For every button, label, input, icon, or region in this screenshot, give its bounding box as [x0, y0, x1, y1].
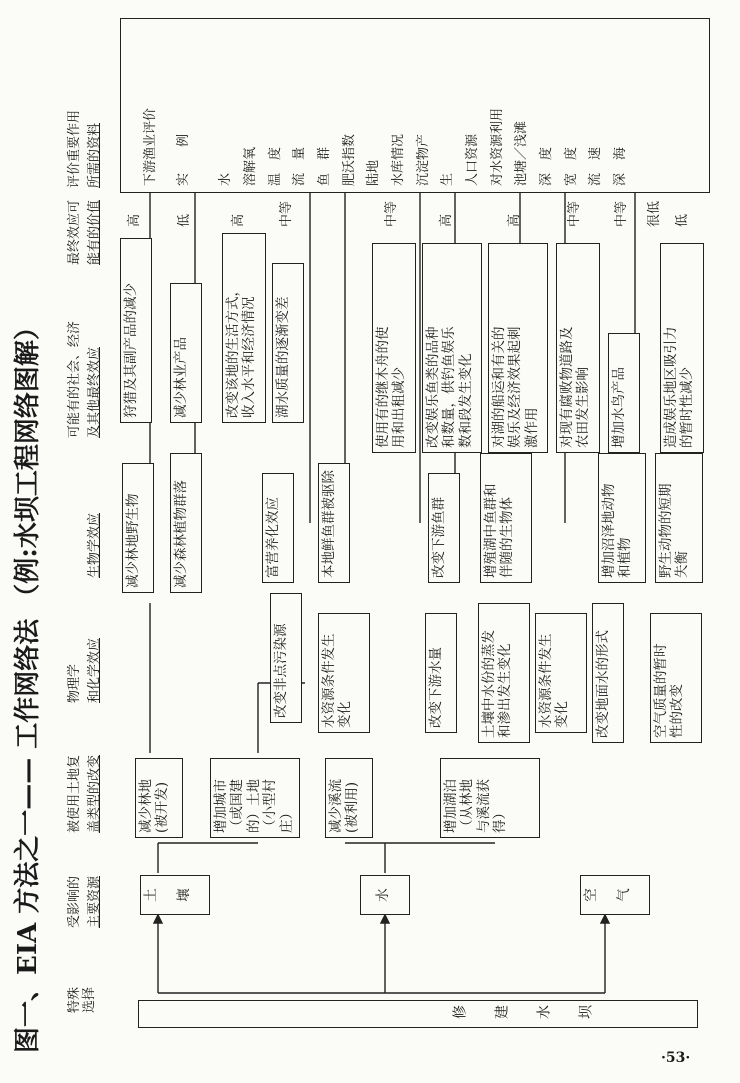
- eval-header-1: 下游渔业评价: [143, 107, 159, 186]
- soil-value-2: 低: [177, 213, 192, 227]
- water-value-1: 中等: [384, 200, 399, 227]
- header-land-use: 被使用土地复: [67, 754, 82, 833]
- soil-final-4: 湖水质量的逐渐变差: [272, 263, 304, 423]
- header-bio: 生物学效应: [87, 512, 102, 578]
- water-bio-4: 增加沼泽地动物 和植物: [598, 453, 646, 583]
- eval-item: 鱼 群: [316, 146, 332, 186]
- soil-cover-1: 减少林地 (被开发): [135, 758, 183, 838]
- header-eval: 评价重要作用: [67, 109, 82, 188]
- water-value-2: 高: [439, 213, 454, 227]
- soil-bio-1: 减少林地野生物: [122, 463, 154, 593]
- water-bio-1: 本地鲜鱼群被驱除: [318, 463, 350, 583]
- eval-item: 人口资源: [465, 133, 480, 186]
- soil-bio-2: 减少森林植物群落: [170, 453, 202, 593]
- soil-value-3: 高: [231, 213, 246, 227]
- soil-final-2: 减少林业产品: [170, 283, 202, 423]
- eval-item: 温 度: [267, 146, 283, 186]
- header-affected: 受影响的: [67, 875, 82, 928]
- project-box: 修 建 水 坝: [138, 1000, 698, 1028]
- header-value: 最终效应可: [67, 199, 82, 265]
- water-final-3: 对湖的船运和有关的 娱乐及经济效果起刺 激作用: [488, 243, 548, 453]
- header-final-2: 及其他最终效应: [87, 346, 102, 438]
- air-value-0: 很低: [647, 200, 662, 227]
- resource-soil: 土 壤: [140, 875, 210, 915]
- eval-item: 深 海: [613, 146, 629, 186]
- water-phys-3: 土壤中水份的蒸发 和渗出发生变化: [478, 603, 530, 743]
- soil-value-4: 中等: [279, 200, 294, 227]
- water-cover-1: 减少溪流 (被利用): [325, 758, 373, 838]
- eval-item: 生: [440, 172, 456, 186]
- header-special-choice: 特殊 选择: [67, 986, 97, 1013]
- air-phys-1: 空气质量的暂时 性的改变: [650, 613, 702, 743]
- header-chemical: 和化学效应: [87, 637, 102, 703]
- water-final-2: 改变娱乐鱼类的品种 和数量，供钓鱼娱乐 数和段发生变化: [422, 243, 482, 453]
- air-bio-1: 野生动物的短期 失衡: [655, 453, 703, 583]
- water-value-3: 高: [507, 213, 522, 227]
- water-final-5: 增加水鸟产品: [608, 333, 640, 453]
- header-final: 可能有的社会、经济: [67, 320, 82, 438]
- water-phys-2: 改变下游水量: [425, 613, 457, 733]
- header-land-use-2: 盖类型的改变: [87, 754, 102, 833]
- water-bio-2: 改变下游鱼群: [428, 473, 460, 583]
- header-value-2: 能有的价值: [87, 199, 102, 265]
- water-bio-3: 增殖湖中鱼群和 伴随的生物体: [480, 453, 532, 583]
- soil-phys-1: 改变非点污染源: [270, 593, 302, 723]
- resource-air: 空 气: [580, 875, 650, 915]
- air-final-1: 造成娱乐地区吸引力 的暂时性减少: [660, 243, 704, 453]
- water-phys-5: 改变地面水的形式: [592, 603, 624, 743]
- eval-item: 深 度: [539, 146, 555, 186]
- soil-cover-2: 增加城市 （或国建 的）土地 （小型村 庄）: [210, 758, 300, 838]
- resource-water: 水: [360, 875, 410, 915]
- page-number: ·53·: [661, 1050, 691, 1066]
- soil-final-1: 狩猎及其副产品的减少: [120, 238, 152, 423]
- eval-item: 水: [218, 172, 234, 186]
- water-value-5: 中等: [614, 200, 629, 227]
- eval-list-box: [120, 18, 710, 193]
- eval-item: 流 速: [588, 146, 604, 186]
- eval-item: 宽 度: [563, 146, 579, 186]
- page-title: 图一、EIA 方法之一—— 工作网络法 （例:水坝工程网络图解）: [13, 314, 43, 1053]
- eval-item: 肥沃指数: [341, 133, 357, 186]
- soil-final-3: 改变该地的生活方式， 收入水平和经济情况: [222, 233, 266, 423]
- eval-item: 水库情况: [390, 133, 406, 186]
- water-phys-1: 水资源条件发生 变化: [318, 613, 370, 733]
- eval-items: [214, 25, 634, 186]
- water-value-4: 中等: [567, 200, 582, 227]
- eval-item: 沉淀物产: [415, 133, 431, 186]
- eval-item: 池塘／浅滩: [514, 120, 530, 186]
- soil-bio-3: 富营养化效应: [262, 473, 294, 583]
- header-eval-2: 所需的资料: [87, 122, 102, 188]
- water-final-4: 对现有腐败物道路及 农田发生影响: [556, 243, 600, 453]
- header-physical: 物理学: [67, 663, 82, 703]
- eval-header-2: 实 例: [175, 133, 191, 186]
- water-cover-2: 增加湖泊 （从林地 与溪流获 得）: [440, 758, 540, 838]
- water-final-1: 使用有的继木舟的使 用和出租减少: [372, 243, 416, 453]
- water-phys-4: 水资源条件发生 变化: [535, 613, 587, 733]
- header-main-resources: 主要资源: [87, 875, 102, 928]
- eval-item: 流 量: [292, 146, 308, 186]
- eval-item: 对水资源利用: [489, 107, 505, 186]
- air-value-1: 低: [675, 213, 690, 227]
- eval-item: 陆地: [366, 159, 382, 186]
- soil-value-1: 高: [127, 213, 142, 227]
- eval-item: 溶解氧: [242, 146, 258, 186]
